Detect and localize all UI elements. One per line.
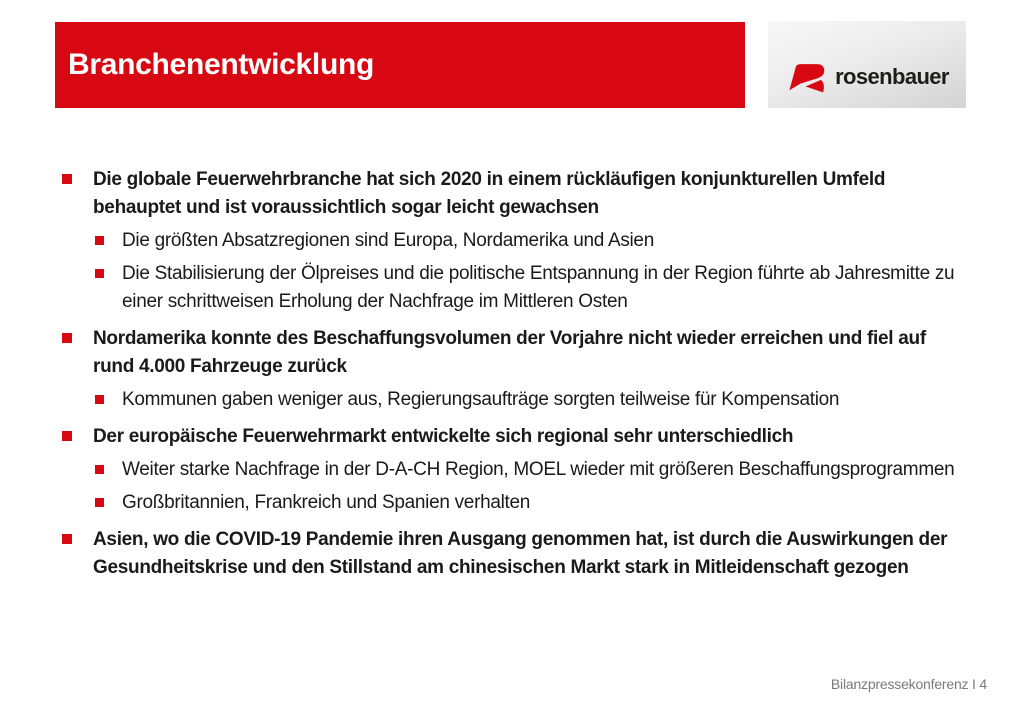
footer-page-label: Bilanzpressekonferenz I 4: [830, 676, 987, 692]
rosenbauer-r-mark-icon: [785, 59, 829, 95]
bullet-item: [62, 456, 967, 484]
rosenbauer-logo: [768, 21, 966, 108]
bullet-item: [62, 489, 967, 517]
bullet-text: Der europäische Feuerwehrmarkt entwickelte sich regional sehr unterschiedlich: [93, 426, 794, 447]
bullet-square-icon: [62, 333, 72, 343]
bullet-text: Großbritannien, Frankreich und Spanien verhalten: [122, 492, 531, 513]
rosenbauer-logo-text: rosenbauer: [835, 63, 949, 89]
bullet-square-icon: [95, 236, 104, 245]
bullet-square-icon: [95, 269, 104, 278]
bullet-text: Weiter starke Nachfrage in der D-A-CH Region, MOEL wieder mit größeren Beschaffungsprogrammen: [122, 459, 955, 480]
bullet-text: Die Stabilisierung der Ölpreises und die politische Entspannung in der Region führte ab Jahresmitte zu einer schrittweisen Erholung der Nachfrage im Mittleren Osten: [122, 263, 955, 312]
bullet-text: Kommunen gaben weniger aus, Regierungsaufträge sorgten teilweise für Kompensation: [122, 389, 840, 410]
bullet-square-icon: [95, 395, 104, 404]
bullet-item: [62, 227, 967, 255]
bullet-text: Die größten Absatzregionen sind Europa, Nordamerika und Asien: [122, 230, 654, 251]
bullet-text: Nordamerika konnte des Beschaffungsvolumen der Vorjahre nicht wieder erreichen und fiel auf rund 4.000 Fahrzeuge zurück: [93, 328, 926, 377]
bullet-item: [62, 260, 967, 316]
bullet-square-icon: [62, 174, 72, 184]
bullet-item: [62, 166, 967, 222]
bullet-text: Die globale Feuerwehrbranche hat sich 2020 in einem rückläufigen konjunkturellen Umfeld behauptet und ist voraussichtlich sogar leicht gewachsen: [93, 169, 886, 218]
bullet-text: Asien, wo die COVID-19 Pandemie ihren Ausgang genommen hat, ist durch die Auswirkungen der Gesundheitskrise und den Stillstand am chinesischen Markt stark in Mitleidenschaft gezogen: [93, 529, 948, 578]
slide-title: Branchenentwicklung: [68, 48, 375, 81]
bullet-item: [62, 325, 967, 381]
bullet-list: [62, 166, 967, 582]
bullet-item: [62, 526, 967, 582]
bullet-item: [62, 386, 967, 414]
footer: [831, 676, 987, 692]
title-bar: [55, 22, 745, 108]
bullet-square-icon: [62, 534, 72, 544]
bullet-item: [62, 423, 967, 451]
bullet-square-icon: [95, 498, 104, 507]
bullet-square-icon: [95, 465, 104, 474]
bullet-square-icon: [62, 431, 72, 441]
